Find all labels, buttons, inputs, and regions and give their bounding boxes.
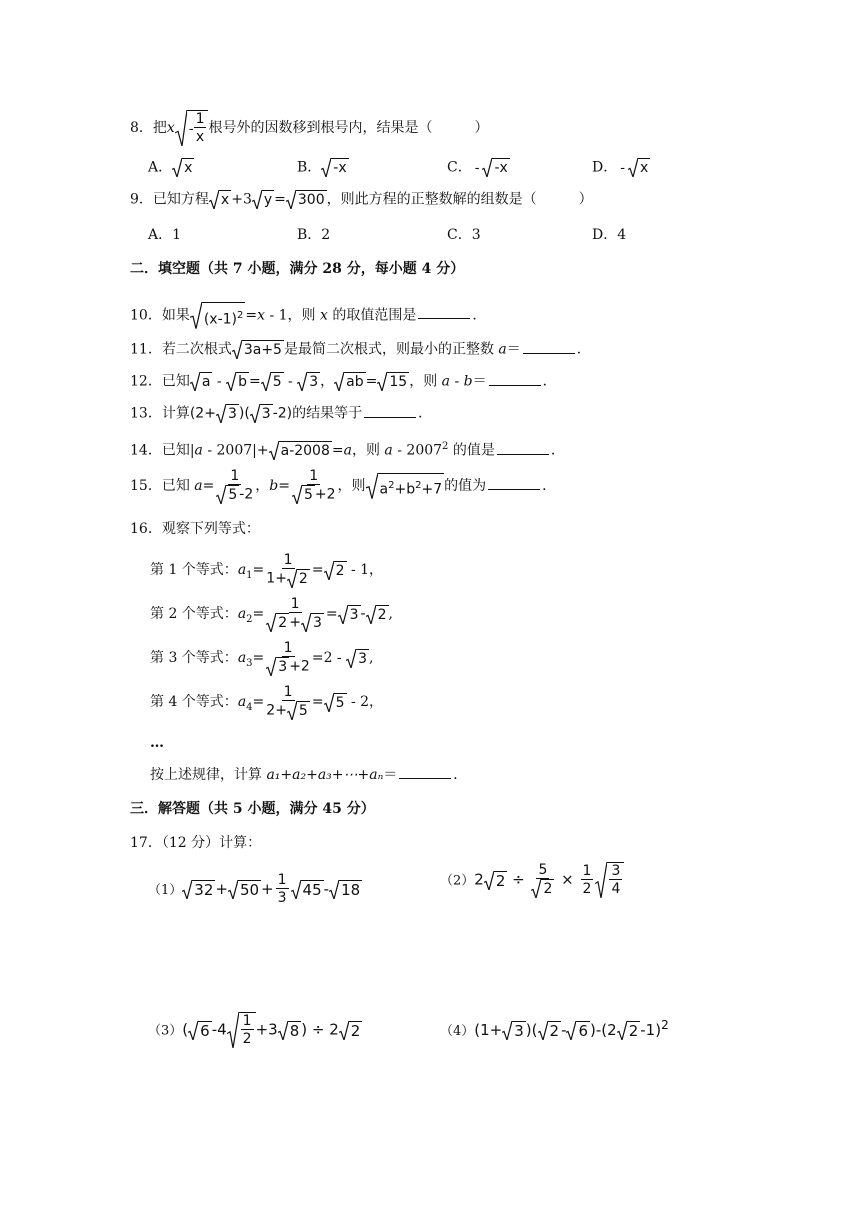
section-2-heading: 二．填空题（共 7 小题，满分 28 分，每小题 4 分）: [130, 261, 465, 277]
q16-line-3: 第 3 个等式：$a_3=$ 1 3 +2 =2 - 3 ,: [150, 640, 374, 675]
q16-line-4: 第 4 个等式：$a_4=$ 1 2+ 5 = 5 - 2，: [150, 684, 384, 719]
q17-part-1: （1） 32 + 50 + $\frac{1}{3}$ 45 - 18: [148, 872, 361, 906]
q16-summary: 按上述规律，计算 a₁+a₂+a₃+⋯+aₙ＝ ．: [150, 767, 468, 783]
question-15: 15．已知 a= 1 5 -2 ，b= 1 5 +2 ，则 $a^2+b^2+7$ 的值为 ．: [130, 468, 557, 503]
q8-option-d[interactable]: D． - x: [592, 159, 649, 176]
q8-option-a[interactable]: A． x: [148, 159, 193, 176]
section-3-heading: 三．解答题（共 5 小题，满分 45 分）: [130, 801, 375, 817]
question-8: 8．把x - $\frac{1}{x}$ 根号外的因数移到根号内，结果是（ ）: [130, 111, 489, 145]
q16-ellipsis: …: [150, 735, 164, 751]
q17-part-3: （3）( 6 -4 $\frac{1}{2}$ +3 8 ) ÷ 2 2: [148, 1013, 361, 1047]
q9-option-d[interactable]: D．4: [592, 227, 627, 243]
question-11: 11．若二次根式 3a+5 是最简二次根式，则最小的正整数 a＝ ．: [130, 341, 591, 358]
question-10: 10．如果 $(x-1)^2$ =x - 1，则 x 的取值范围是 ．: [130, 302, 486, 329]
question-17-title: 17．（12 分）计算：: [130, 835, 262, 851]
question-14: 14．已知|a - 2007|+ a-2008 =a，则 a - 2007$^2$ 的值是 ．: [130, 441, 565, 460]
q9-option-b[interactable]: B．2: [297, 227, 331, 243]
question-13: 13．计算(2+ 3 )( 3 -2)的结果等于 ．: [130, 405, 433, 422]
q16-line-1: 第 1 个等式：$a_1=$ 1 1+ 2 = 2 - 1，: [150, 552, 384, 587]
q17-part-2: （2）2 2 ÷ $\frac{5}{2}$ × $\frac{1}{2}$ $\frac{3}{4}$: [440, 862, 624, 898]
question-12: 12．已知 a - b = 5 - 3 ， ab = 15 ，则 a - b＝ ．: [130, 373, 557, 390]
q8-option-b[interactable]: B． -x: [297, 159, 347, 176]
sqrt-neg-1-over-x: - $\frac{1}{x}$: [175, 110, 209, 146]
q16-line-2: 第 2 个等式：$a_2=$ 1 2 + 3 = 3 - 2 ,: [150, 596, 393, 631]
question-9: 9．已知方程 x +3 y = 300 ，则此方程的正整数解的组数是（ ）: [130, 191, 593, 208]
q9-option-c[interactable]: C．3: [447, 227, 481, 243]
q8-option-c[interactable]: C． - -x: [447, 159, 508, 176]
q9-option-a[interactable]: A．1: [148, 227, 182, 243]
question-16-title: 16．观察下列等式：: [130, 521, 260, 537]
q17-part-4: （4）(1+ 3 )( 2 - 6 )-(2 2 -1)$^2$: [440, 1018, 669, 1040]
